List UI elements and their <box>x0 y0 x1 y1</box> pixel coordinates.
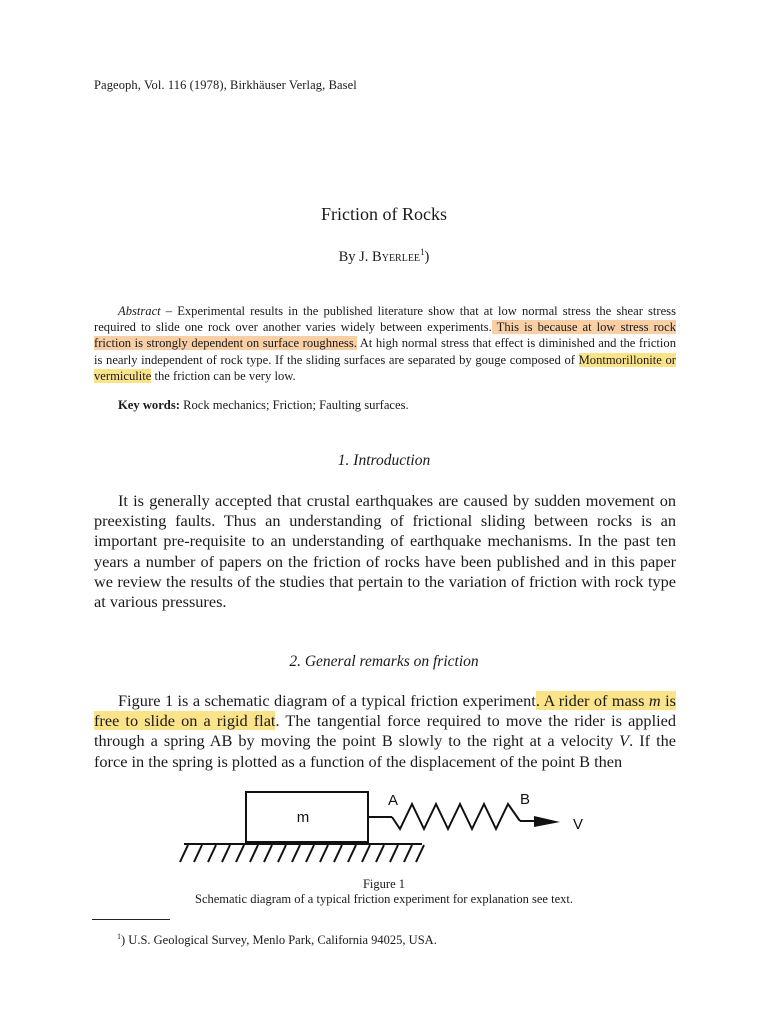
author-name: Byerlee <box>372 248 421 265</box>
figure-1-diagram <box>170 783 610 873</box>
footnote-mark: 1 <box>117 932 121 941</box>
abstract-highlight-2: Montmorillonite or vermiculite <box>94 352 676 383</box>
keywords <box>118 398 409 413</box>
journal-citation: Pageoph, Vol. 116 (1978), Birkhäuser Verlag, Basel <box>94 78 357 92</box>
general-remarks-paragraph <box>94 691 676 772</box>
abstract-text-2: At high normal stress that effect is diminished and the friction is nearly independent of rock type. If the sliding surfaces are separated by gouge composed of <box>94 336 676 367</box>
velocity-arrow-icon <box>534 816 560 827</box>
abstract <box>94 303 676 384</box>
abstract-text-1: – Experimental results in the published literature show that at low normal stress the shear stress required to slide one rock over another varies widely between experiments. <box>94 304 676 335</box>
keywords-label: Key words: <box>118 398 180 412</box>
paper-title: Friction of Rocks <box>321 204 447 224</box>
velocity-label: V <box>572 816 584 833</box>
spring-point-b-label: B <box>519 791 531 808</box>
general-highlight-b: is free to slide on a rigid flat <box>94 691 676 731</box>
keywords-text: Rock mechanics; Friction; Faulting surfaces. <box>179 398 409 412</box>
general-velocity-symbol: V <box>619 731 630 751</box>
figure-caption-text: Schematic diagram of a typical friction experiment for explanation see text. <box>195 892 573 906</box>
abstract-highlight-1: This is because at low stress rock friction is strongly dependent on surface roughness. <box>94 320 676 351</box>
author-prefix: By J. <box>338 248 369 265</box>
section-heading-introduction: 1. Introduction <box>337 452 431 469</box>
ground-hatching <box>180 845 424 862</box>
footnote-text: ) U.S. Geological Survey, Menlo Park, California 94025, USA. <box>121 933 437 948</box>
general-text-3: . If the force in the spring is plotted as a function of the displacement of the point B then <box>94 731 676 771</box>
general-text-1: Figure 1 is a schematic diagram of a typical friction experiment <box>118 691 536 710</box>
general-text-2: . The tangential force required to move the rider is applied through a spring AB by moving the point B slowly to the right at a velocity <box>94 711 676 751</box>
general-highlight-mass: m <box>648 691 661 710</box>
figure-caption-label: Figure 1 <box>362 877 405 891</box>
footnote <box>117 932 437 948</box>
rider-mass-label: m <box>296 809 310 826</box>
general-highlight-a: . A rider of mass <box>535 691 649 710</box>
spring-point-a-label: A <box>387 792 399 809</box>
spring-ab <box>392 804 520 829</box>
section-heading-general-remarks: 2. General remarks on friction <box>289 653 479 670</box>
footnote-divider <box>92 919 170 920</box>
author-line <box>0 247 768 266</box>
abstract-label: Abstract <box>118 304 161 318</box>
abstract-text-3: the friction can be very low. <box>151 368 296 383</box>
introduction-paragraph: It is generally accepted that crustal earthquakes are caused by sudden movement on preexisting faults. Thus an understanding of frictional sliding between rocks is an important pre-requisite to an understanding of earthquake mechanisms. In the past ten years a number of papers on the friction of rocks have been published and in this paper we review the results of the studies that pertain to the variation of friction with rock type at various pressures. <box>94 491 676 612</box>
author-suffix: ) <box>424 248 430 265</box>
author-footnote-mark: 1 <box>420 247 425 257</box>
